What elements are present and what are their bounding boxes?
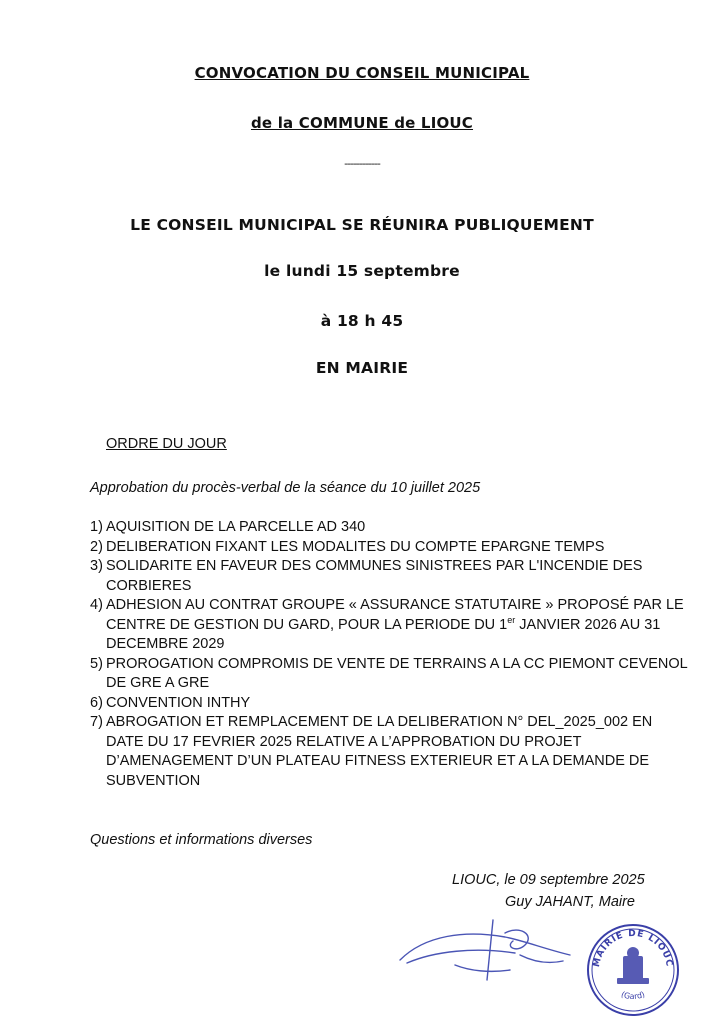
list-item	[90, 518, 690, 538]
svg-text:(Gard)	[620, 990, 646, 1001]
item-number: 4)	[90, 597, 103, 613]
list-item	[90, 713, 690, 791]
ordinal-suffix: er	[507, 614, 516, 625]
item-text: AQUISITION DE LA PARCELLE AD 340	[106, 519, 366, 535]
announcement-line: LE CONSEIL MUNICIPAL SE RÉUNIRA PUBLIQUEMENT	[130, 216, 594, 234]
handwritten-signature	[395, 915, 595, 985]
list-item	[90, 655, 690, 694]
item-text-part: ADHESION AU CONTRAT GROUPE « ASSURANCE STATUTAIRE » PROPOSÉ PAR LE CENTRE DE GESTION DU GARD, POUR LA PERIODE DU 1	[106, 597, 684, 633]
meeting-date: le lundi 15 septembre	[264, 262, 460, 280]
list-item	[90, 694, 690, 714]
list-item	[90, 557, 690, 596]
signatory-name: Guy JAHANT, Maire	[505, 894, 635, 910]
item-text: PROROGATION COMPROMIS DE VENTE DE TERRAINS A LA CC PIEMONT CEVENOL DE GRE A GRE	[106, 655, 688, 691]
item-number: 5)	[90, 655, 103, 672]
meeting-place: EN MAIRIE	[315, 359, 409, 377]
item-text: CONVENTION INTHY	[106, 694, 251, 711]
item-text: SOLIDARITE EN FAVEUR DES COMMUNES SINISTREES PAR L'INCENDIE DES CORBIERES	[106, 558, 643, 594]
stamp-top-text: MAIRIE DE LIOUC	[591, 928, 674, 968]
stamp-emblem	[617, 947, 649, 984]
list-item	[90, 596, 690, 655]
agenda-list	[90, 518, 690, 791]
item-text: DELIBERATION FIXANT LES MODALITES DU COMPTE EPARGNE TEMPS	[106, 538, 605, 555]
agenda-intro: Approbation du procès-verbal de la séance du 10 juillet 2025	[90, 480, 481, 496]
item-number: 1)	[90, 519, 103, 535]
document-title: CONVOCATION DU CONSEIL MUNICIPAL	[194, 64, 530, 82]
item-text	[106, 596, 690, 655]
list-item	[90, 538, 690, 558]
mairie-stamp	[585, 922, 681, 1018]
item-text: ABROGATION ET REMPLACEMENT DE LA DELIBERATION N° DEL_2025_002 EN DATE DU 17 FEVRIER 2025 RELATIVE A L’APPROBATION DU PROJET D’AMENAGEMENT D’UN PLATEAU FITNESS EXTERIEUR ET A LA DEMANDE DE SUBVENTION	[106, 714, 653, 789]
document-subtitle: de la COMMUNE de LIOUC	[250, 114, 474, 132]
separator: ------------	[344, 157, 380, 170]
item-number: 7)	[90, 714, 103, 730]
item-number: 2)	[90, 538, 103, 555]
item-text-part: JANVIER 2026 AU 31 DECEMBRE 2029	[106, 616, 661, 652]
closing-line: Questions et informations diverses	[90, 832, 313, 848]
stamp-bottom-text: (Gard)	[619, 989, 647, 1002]
meeting-time: à 18 h 45	[320, 312, 404, 330]
place-date: LIOUC, le 09 septembre 2025	[452, 872, 645, 888]
item-number: 3)	[90, 558, 103, 574]
item-number: 6)	[90, 694, 103, 711]
agenda-heading: ORDRE DU JOUR	[106, 436, 227, 452]
